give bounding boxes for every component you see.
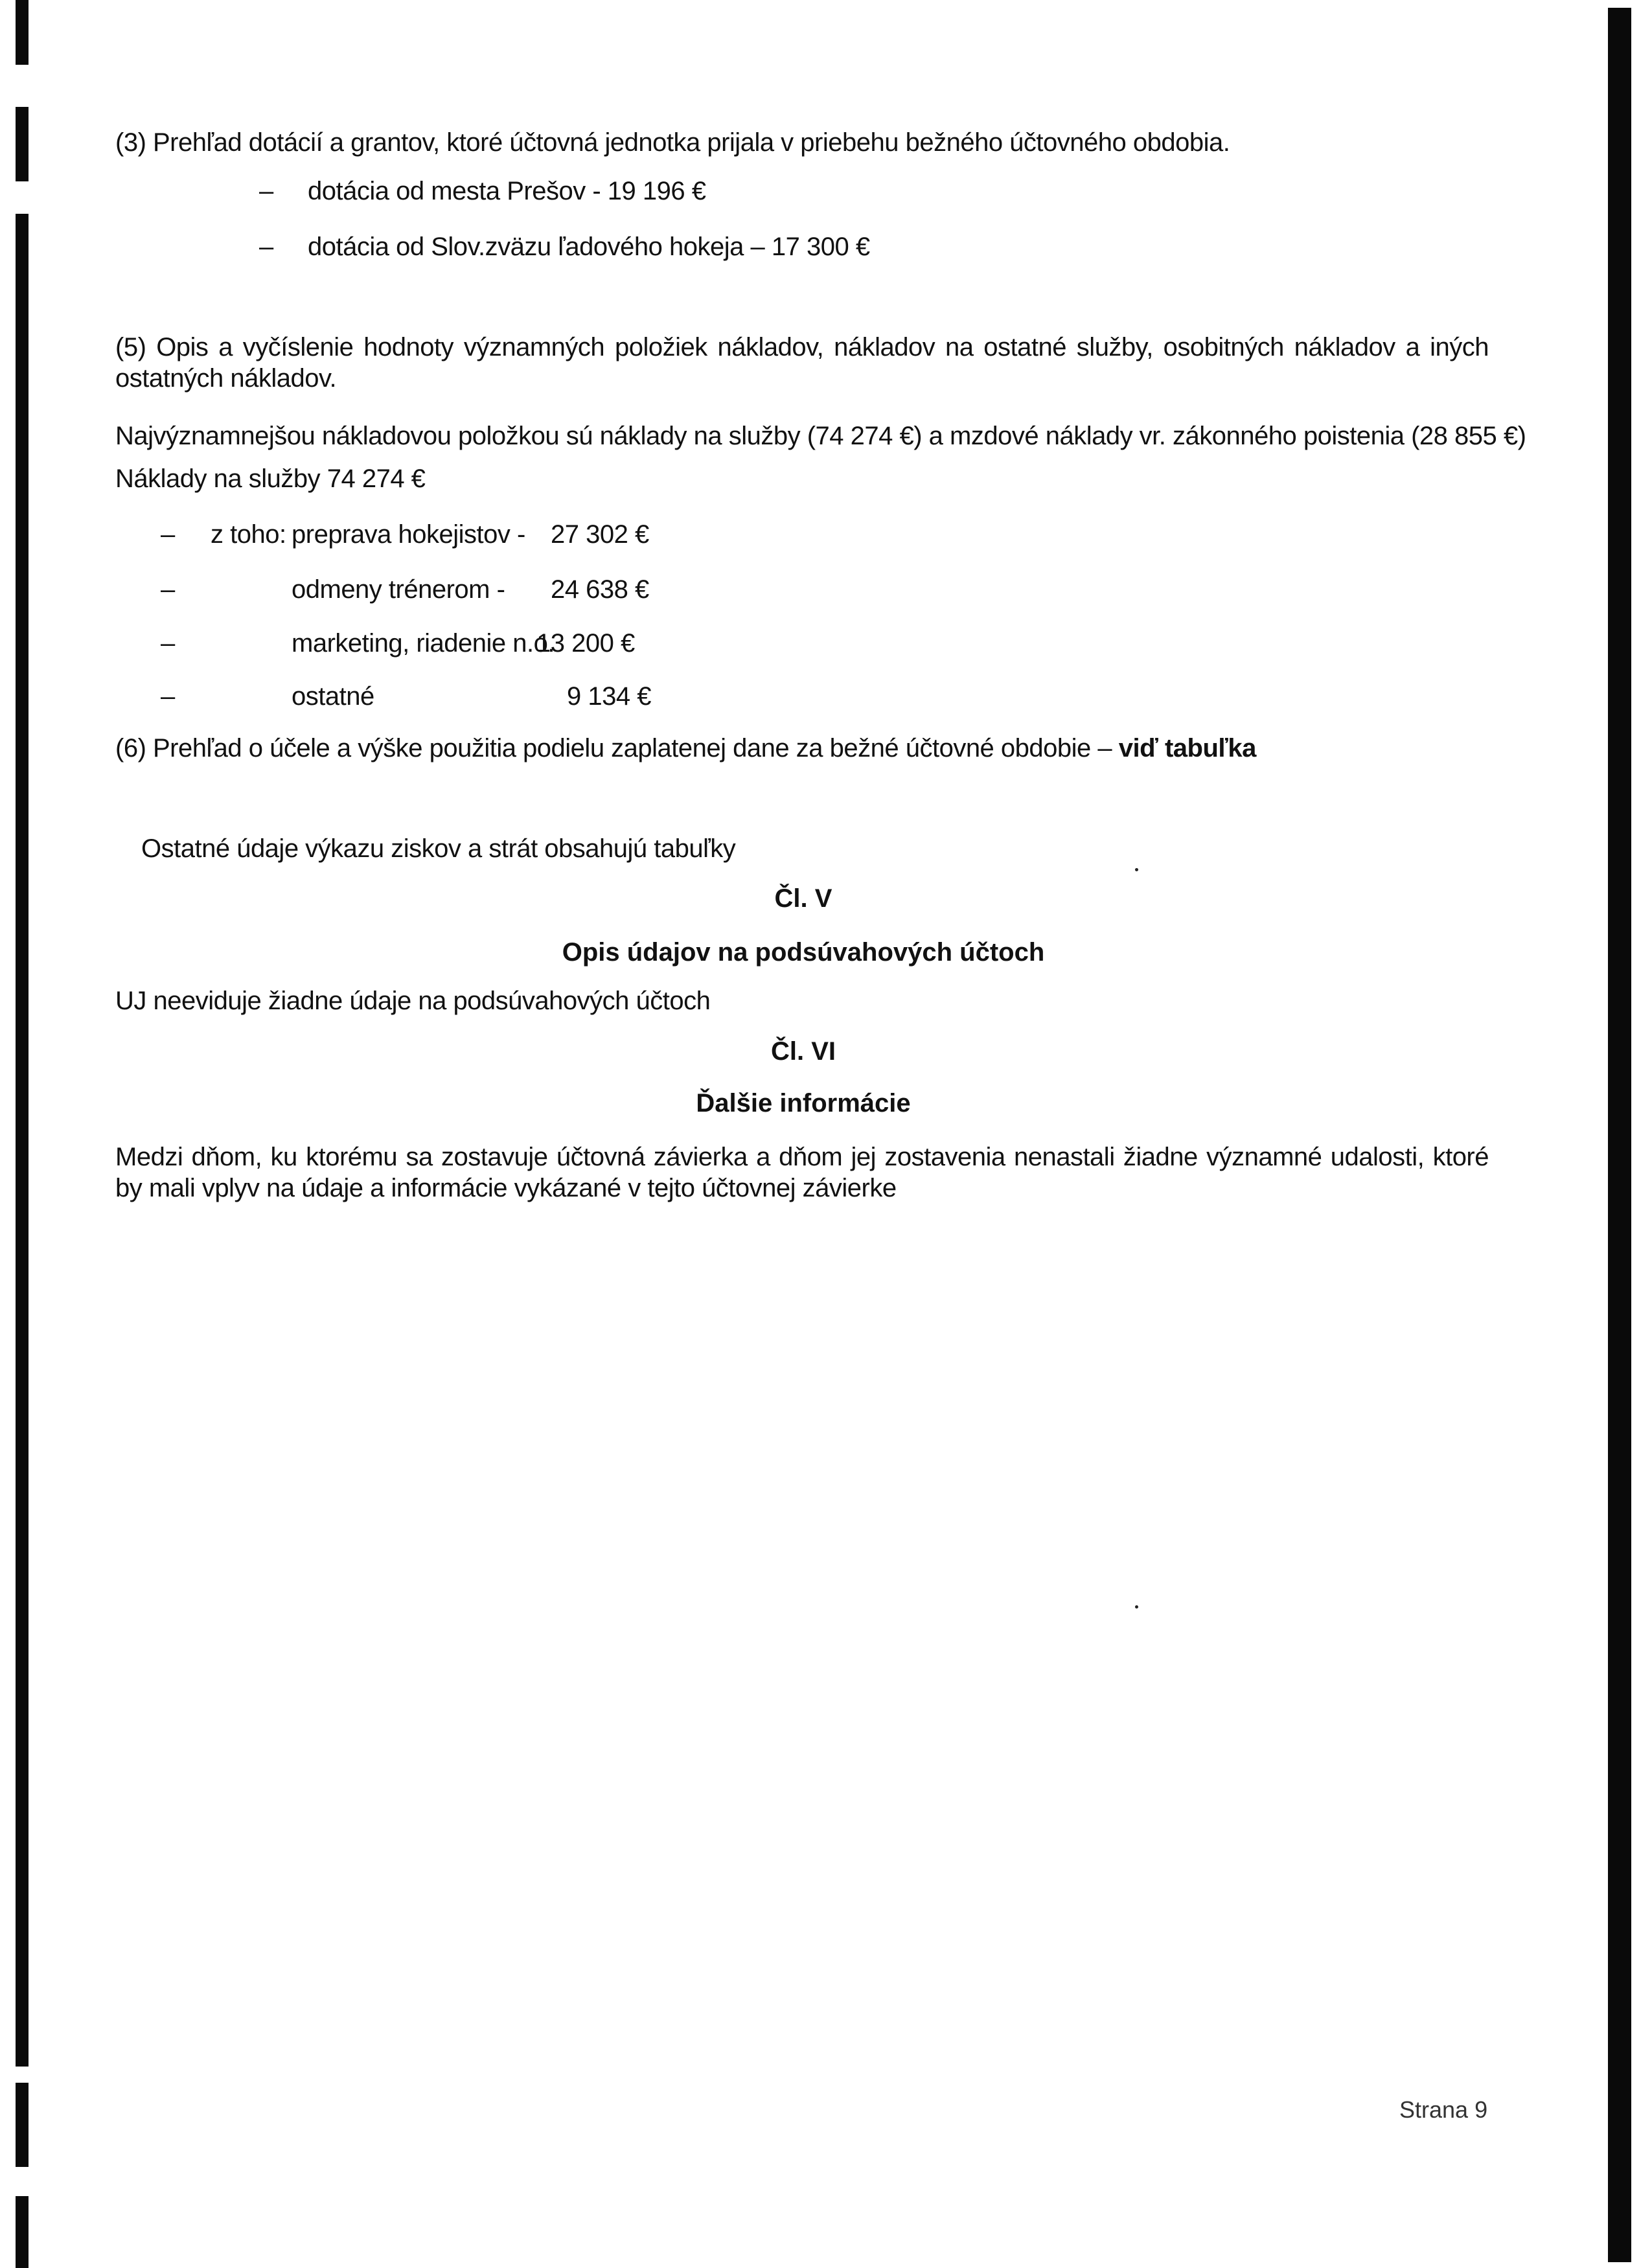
section6-text [115, 732, 1256, 764]
scan-edge-shadow [1608, 8, 1631, 2262]
list-dash: – [161, 575, 176, 604]
list-dash: – [259, 177, 274, 205]
section3-heading: (3) Prehľad dotácií a grantov, ktoré účtovná jednotka prijala v priebehu bežného účtovného obdobia. [115, 128, 1230, 157]
article5-number: Čl. V [774, 884, 832, 913]
breakdown-prefix: z toho: [211, 520, 286, 549]
other-data-note: Ostatné údaje výkazu ziskov a strát obsahujú tabuľky [141, 834, 736, 863]
breakdown-value-coaches: 24 638 € [551, 575, 649, 604]
scan-binding-mark [16, 214, 29, 2067]
scan-speck [1135, 868, 1138, 871]
grant-item-presov: dotácia od mesta Prešov - 19 196 € [308, 177, 706, 205]
breakdown-value-marketing: 13 200 € [536, 629, 635, 658]
breakdown-label-other: ostatné [292, 682, 374, 711]
breakdown-label-coaches: odmeny trénerom - [292, 575, 505, 604]
breakdown-value-transport: 27 302 € [551, 520, 649, 549]
scan-binding-mark [16, 107, 29, 181]
grant-item-hockey-union: dotácia od Slov.zväzu ľadového hokeja – 17 300 € [308, 233, 870, 261]
scan-speck [1135, 1605, 1138, 1609]
scan-binding-mark [16, 2083, 29, 2167]
breakdown-label-marketing: marketing, riadenie n.o. [292, 629, 555, 658]
section6-table-reference: viď tabuľka [1118, 734, 1256, 762]
page-number: Strana 9 [1399, 2096, 1488, 2123]
section5-summary: Najvýznamnejšou nákladovou položkou sú náklady na služby (74 274 €) a mzdové náklady vr. zákonného poistenia (28 855 €) [115, 422, 1526, 450]
article5-title: Opis údajov na podsúvahových účtoch [562, 938, 1045, 967]
section6-text-main: (6) Prehľad o účele a výške použitia podielu zaplatenej dane za bežné účtovné obdobie – [115, 734, 1119, 762]
scan-binding-mark [16, 0, 29, 65]
breakdown-value-other: 9 134 € [567, 682, 651, 711]
breakdown-label-transport: preprava hokejistov - [292, 520, 525, 549]
scan-binding-mark [16, 2196, 29, 2268]
section5-heading: (5) Opis a vyčíslenie hodnoty významných položiek nákladov, nákladov na ostatné služby, osobitných nákladov a iných ostatných nákladov. [115, 333, 1489, 393]
list-dash: – [161, 520, 176, 549]
article6-text: Medzi dňom, ku ktorému sa zostavuje účtovná závierka a dňom jej zostavenia nenastali žiadne významné udalosti, ktoré by mali vplyv na údaje a informácie vykázané v tejto účtovnej závierke [115, 1143, 1489, 1202]
list-dash: – [161, 682, 176, 711]
list-dash: – [259, 233, 274, 261]
scan-binding-mark [16, 1966, 29, 2037]
article5-text: UJ neeviduje žiadne údaje na podsúvahových účtoch [115, 987, 711, 1015]
article6-title: Ďalšie informácie [696, 1089, 911, 1117]
article6-number: Čl. VI [770, 1037, 836, 1066]
services-total: Náklady na služby 74 274 € [115, 464, 426, 493]
list-dash: – [161, 629, 176, 658]
